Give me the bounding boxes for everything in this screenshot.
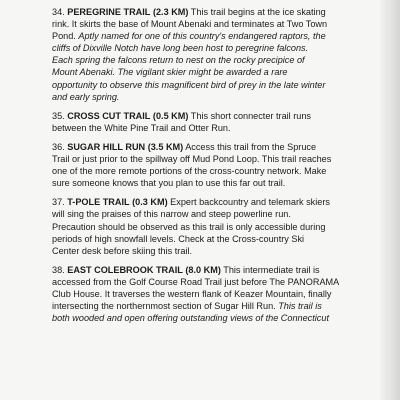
text-line bbox=[52, 110, 378, 122]
body-text: Center desk before skiing this trail. bbox=[52, 245, 192, 256]
text-line bbox=[52, 54, 378, 66]
text-line bbox=[52, 79, 378, 91]
body-text: Expert backcountry and telemark skiers bbox=[167, 197, 330, 208]
text-line bbox=[52, 196, 378, 208]
body-text: will sing the praises of this narrow and steep powerline run. bbox=[52, 209, 291, 220]
text-line bbox=[52, 141, 378, 153]
body-text: Precaution should be observed as this trail is only accessible during bbox=[52, 221, 326, 232]
trail-number: 36. bbox=[52, 141, 68, 152]
body-text: sure someone knows that you plan to use this far out trail. bbox=[52, 178, 286, 189]
trail-number: 38. bbox=[52, 264, 68, 275]
text-line bbox=[52, 264, 378, 276]
trail-name: T-POLE TRAIL bbox=[67, 197, 130, 208]
page-edge-shadow bbox=[380, 0, 400, 400]
body-text: This intermediate trail is bbox=[220, 264, 320, 275]
trail-entry bbox=[52, 110, 378, 134]
body-text: This short connecter trail runs bbox=[188, 110, 311, 121]
trail-descriptions bbox=[52, 6, 378, 324]
body-text: Club House. It traverses the western flank of Keazer Mountain, finally bbox=[52, 288, 332, 299]
text-line bbox=[52, 122, 378, 134]
trail-distance: (2.3 KM) bbox=[152, 7, 189, 17]
italic-text: and early spring. bbox=[52, 91, 120, 102]
italic-text: opportunity to observe this magnificent bird of prey in the late winter bbox=[52, 79, 326, 90]
trail-name: SUGAR HILL RUN bbox=[67, 141, 146, 152]
text-line bbox=[52, 91, 378, 103]
text-line bbox=[52, 18, 378, 30]
trail-distance: (0.5 KM) bbox=[152, 110, 189, 121]
italic-text: Each spring the falcons return to nest on the rocky precipice of bbox=[52, 55, 305, 66]
trail-name: CROSS CUT TRAIL bbox=[67, 110, 151, 121]
italic-text: This trail is bbox=[278, 301, 322, 312]
trail-name: EAST COLEBROOK TRAIL bbox=[67, 264, 183, 275]
body-text: intersecting the northernmost section of Sugar Hill Run. bbox=[52, 301, 279, 312]
trail-number: 37. bbox=[52, 197, 68, 208]
text-line bbox=[52, 165, 378, 177]
trail-entry bbox=[52, 264, 378, 324]
body-text: Trail or just prior to the spillway off Mud Pond Loop. This trail reaches bbox=[52, 154, 332, 165]
trail-distance: (3.5 KM) bbox=[147, 141, 184, 152]
body-text: periods of high snowfall levels. Check at the Cross-country Ski bbox=[52, 233, 305, 244]
text-line bbox=[52, 177, 378, 189]
body-text: rink. It skirts the base of Mount Abenaki and terminates at Two Town bbox=[52, 19, 328, 30]
text-line bbox=[52, 245, 378, 257]
italic-text: both wooded and open offering outstanding views of the Connecticut bbox=[52, 313, 329, 324]
text-line bbox=[52, 276, 378, 288]
text-line bbox=[52, 233, 378, 245]
text-line bbox=[52, 208, 378, 220]
italic-text: Mount Abenaki. The vigilant skier might be awarded a rare bbox=[52, 67, 288, 78]
trail-entry bbox=[52, 196, 378, 256]
text-line bbox=[52, 288, 378, 300]
italic-text: cliffs of Dixville Notch have long been host to peregrine falcons. bbox=[52, 43, 309, 54]
text-line bbox=[52, 6, 378, 18]
trail-number: 35. bbox=[52, 110, 68, 121]
trail-number: 34. bbox=[52, 7, 68, 17]
text-line bbox=[52, 42, 378, 54]
trail-name: PEREGRINE TRAIL bbox=[67, 7, 151, 17]
text-line bbox=[52, 300, 378, 312]
text-line bbox=[52, 312, 378, 324]
body-text: between the White Pine Trail and Otter Run. bbox=[52, 122, 231, 133]
body-text: one of the more remote portions of the cross-country network. Make bbox=[52, 166, 327, 177]
text-line bbox=[52, 221, 378, 233]
trail-entry bbox=[52, 6, 378, 103]
text-line bbox=[52, 153, 378, 165]
trail-distance: (8.0 KM) bbox=[185, 264, 221, 275]
trail-entry bbox=[52, 141, 378, 189]
text-line bbox=[52, 30, 378, 42]
body-text: Access this trail from the Spruce bbox=[183, 141, 317, 152]
trail-distance: (0.3 KM) bbox=[132, 197, 168, 208]
body-text: accessed from the Golf Course Road Trail just before The PANORAMA bbox=[52, 276, 340, 287]
italic-text: Aptly named for one of this country's endangered raptors, the bbox=[78, 31, 326, 42]
body-text: Pond. bbox=[52, 31, 79, 42]
body-text: This trail begins at the ice skating bbox=[188, 7, 326, 17]
text-line bbox=[52, 66, 378, 78]
